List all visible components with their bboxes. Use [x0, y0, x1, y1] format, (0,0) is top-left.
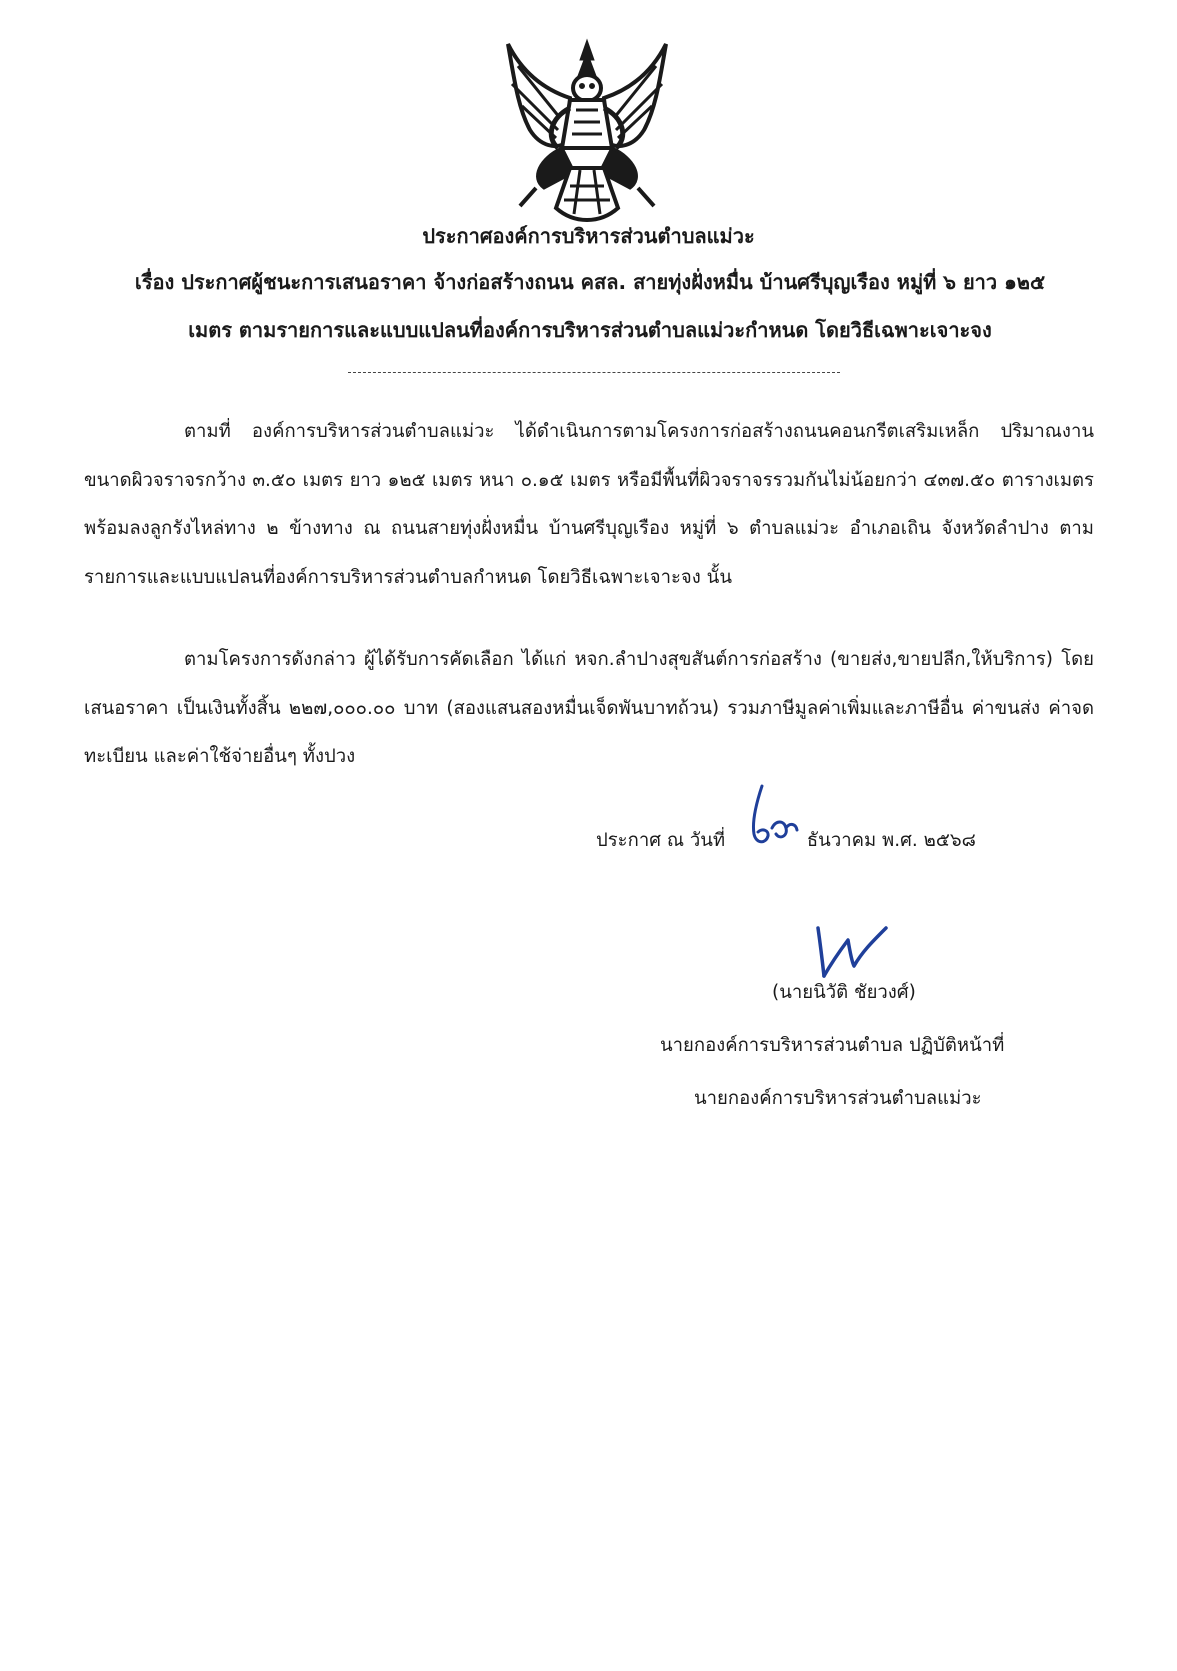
body-paragraph-2 [84, 636, 1094, 782]
subject-line-1: เรื่อง ประกาศผู้ชนะการเสนอราคา จ้างก่อสร้างถนน คสล. สายทุ่งฝั่งหมื่น บ้านศรีบุญเรือง หมู่ที่ ๖ ยาว ๑๒๕ [134, 270, 1046, 294]
dashed-divider [348, 372, 840, 373]
date-month-year: ธันวาคม พ.ศ. ๒๕๖๘ [806, 830, 976, 851]
subject-heading [80, 258, 1100, 354]
subject-line-2: เมตร ตามรายการและแบบแปลนที่องค์การบริหารส่วนตำบลแม่วะกำหนด โดยวิธีเฉพาะเจาะจง [188, 318, 992, 342]
handwritten-signature-icon [812, 922, 892, 980]
garuda-emblem-icon [500, 38, 674, 228]
paragraph-1-text: ตามที่ องค์การบริหารส่วนตำบลแม่วะ ได้ดำเนินการตามโครงการก่อสร้างถนนคอนกรีตเสริมเหล็ก ปริมาณงานขนาดผิวจราจรกว้าง ๓.๕๐ เมตร ยาว ๑๒๕ เมตร หนา ๐.๑๕ เมตร หรือมีพื้นที่ผิวจราจรรวมกันไม่น้อยกว่า ๔๓๗.๕๐ ตารางเมตร พร้อมลงลูกรังไหล่ทาง ๒ ข้างทาง ณ ถนนสายทุ่งฝั่งหมื่น บ้านศรีบุญเรือง หมู่ที่ ๖ ตำบลแม่วะ อำเภอเถิน จังหวัดลำปาง ตามรายการและแบบแปลนที่องค์การบริหารส่วนตำบลกำหนด โดยวิธีเฉพาะเจาะจง นั้น [84, 421, 1094, 589]
signatory-position-1: นายกองค์การบริหารส่วนตำบล ปฏิบัติหน้าที่ [660, 1035, 1005, 1056]
signatory-name: (นายนิวัติ ชัยวงศ์) [772, 982, 916, 1003]
paragraph-2-text: ตามโครงการดังกล่าว ผู้ได้รับการคัดเลือก ได้แก่ หจก.ลำปางสุขสันต์การก่อสร้าง (ขายส่ง,ขายปลีก,ให้บริการ) โดยเสนอราคา เป็นเงินทั้งสิ้น ๒๒๗,๐๐๐.๐๐ บาท (สองแสนสองหมื่นเจ็ดพันบาทถ้วน) รวมภาษีมูลค่าเพิ่มและภาษีอื่น ค่าขนส่ง ค่าจดทะเบียน และค่าใช้จ่ายอื่นๆ ทั้งปวง [84, 649, 1094, 768]
handwritten-day-icon [742, 784, 800, 848]
body-paragraph-1 [84, 408, 1094, 603]
date-prefix: ประกาศ ณ วันที่ [596, 830, 726, 851]
issuer-title: ประกาศองค์การบริหารส่วนตำบลแม่วะ [422, 224, 755, 248]
signatory-position-2: นายกองค์การบริหารส่วนตำบลแม่วะ [694, 1088, 982, 1109]
